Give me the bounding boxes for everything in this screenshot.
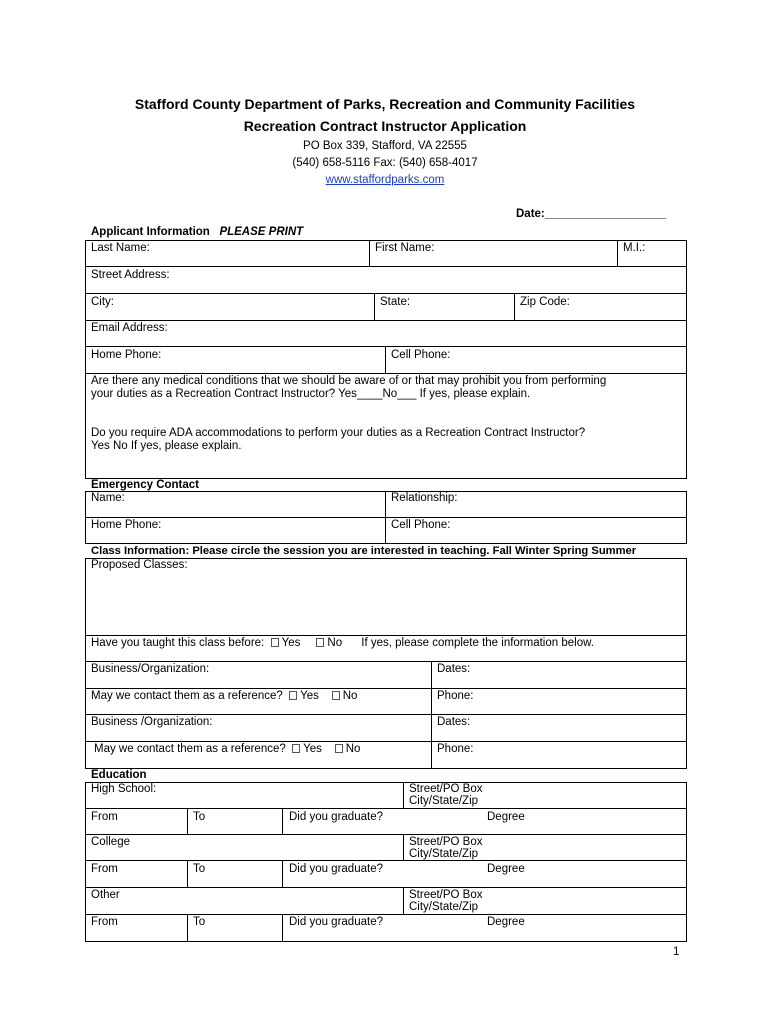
email-field[interactable]: Email Address: xyxy=(91,322,168,334)
college-street-label: Street/PO Box xyxy=(409,836,483,848)
other-street-label: Street/PO Box xyxy=(409,889,483,901)
ada-question-line1: Do you require ADA accommodations to perform your duties as a Recreation Contract Instructor? xyxy=(91,427,586,439)
other-city-label: City/State/Zip xyxy=(409,901,479,913)
other-address[interactable] xyxy=(409,889,483,913)
street-address-field[interactable]: Street Address: xyxy=(91,269,170,281)
row-emergency-name xyxy=(85,491,687,518)
reference1-phone-field[interactable]: Phone: xyxy=(437,690,474,702)
row-phones xyxy=(85,346,687,374)
other-graduate-field[interactable]: Did you graduate? xyxy=(289,916,383,928)
taught-yes-label: Yes xyxy=(281,637,301,649)
emergency-section-title: Emergency Contact xyxy=(91,479,200,491)
education-section-title: Education xyxy=(91,769,147,781)
class-info-heading[interactable]: Class Information: Please circle the session you are interested in teaching. Fall Winter Spring Summer xyxy=(91,545,637,557)
taught-yes-checkbox[interactable] xyxy=(271,638,279,647)
please-print-note: PLEASE PRINT xyxy=(219,226,304,238)
row-college-dates xyxy=(85,860,687,888)
website-link-wrap xyxy=(0,174,770,186)
state-field[interactable]: State: xyxy=(380,296,411,308)
college-degree-field[interactable]: Degree xyxy=(487,863,525,875)
row-high-school xyxy=(85,782,687,809)
taught-before-note: If yes, please complete the information below. xyxy=(361,637,594,649)
row-other xyxy=(85,887,687,915)
taught-no-label: No xyxy=(327,637,343,649)
business1-dates-field[interactable]: Dates: xyxy=(437,663,471,675)
website-link[interactable]: www.staffordparks.com xyxy=(325,174,445,186)
reference2-yes-checkbox[interactable] xyxy=(292,744,300,753)
high-school-graduate-field[interactable]: Did you graduate? xyxy=(289,811,383,823)
page-number: 1 xyxy=(673,946,680,958)
reference2-question xyxy=(94,743,360,755)
high-school-city-label: City/State/Zip xyxy=(409,795,479,807)
middle-initial-field[interactable]: M.I.: xyxy=(623,242,646,254)
reference1-label: May we contact them as a reference? xyxy=(91,690,283,702)
college-graduate-field[interactable]: Did you graduate? xyxy=(289,863,383,875)
emergency-home-phone-field[interactable]: Home Phone: xyxy=(91,519,162,531)
high-school-address[interactable] xyxy=(409,783,483,807)
row-emergency-phones xyxy=(85,517,687,544)
reference2-no-checkbox[interactable] xyxy=(335,744,343,753)
emergency-cell-phone-field[interactable]: Cell Phone: xyxy=(391,519,451,531)
relationship-field[interactable]: Relationship: xyxy=(391,492,458,504)
taught-before-label: Have you taught this class before: xyxy=(91,637,265,649)
reference1-question xyxy=(91,690,357,702)
reference1-no-label: No xyxy=(342,690,358,702)
high-school-degree-field[interactable]: Degree xyxy=(487,811,525,823)
other-degree-field[interactable]: Degree xyxy=(487,916,525,928)
agency-title: Stafford County Department of Parks, Recreation and Community Facilities xyxy=(134,96,636,112)
last-name-field[interactable]: Last Name: xyxy=(91,242,150,254)
emergency-name-field[interactable]: Name: xyxy=(91,492,125,504)
college-address[interactable] xyxy=(409,836,483,860)
applicant-section-title: Applicant Information xyxy=(91,226,210,238)
business1-field[interactable]: Business/Organization: xyxy=(91,663,210,675)
applicant-section-heading xyxy=(91,226,303,238)
college-city-label: City/State/Zip xyxy=(409,848,479,860)
home-phone-field[interactable]: Home Phone: xyxy=(91,349,162,361)
row-high-school-dates xyxy=(85,808,687,835)
taught-no-checkbox[interactable] xyxy=(316,638,324,647)
reference1-no-checkbox[interactable] xyxy=(332,691,340,700)
reference1-yes-checkbox[interactable] xyxy=(289,691,297,700)
high-school-to-field[interactable]: To xyxy=(193,811,206,823)
reference2-label: May we contact them as a reference? xyxy=(94,743,286,755)
reference2-phone-field[interactable]: Phone: xyxy=(437,743,474,755)
cell-phone-field[interactable]: Cell Phone: xyxy=(391,349,451,361)
first-name-field[interactable]: First Name: xyxy=(375,242,435,254)
taught-before-question xyxy=(91,637,594,649)
city-field[interactable]: City: xyxy=(91,296,114,308)
business2-dates-field[interactable]: Dates: xyxy=(437,716,471,728)
row-college xyxy=(85,834,687,861)
high-school-street-label: Street/PO Box xyxy=(409,783,483,795)
other-to-field[interactable]: To xyxy=(193,916,206,928)
row-email xyxy=(85,320,687,347)
medical-question-line1: Are there any medical conditions that we should be aware of or that may prohibit you from performing xyxy=(91,375,607,387)
college-to-field[interactable]: To xyxy=(193,863,206,875)
reference2-no-label: No xyxy=(345,743,361,755)
row-other-dates xyxy=(85,914,687,942)
zip-code-field[interactable]: Zip Code: xyxy=(520,296,570,308)
proposed-classes-field[interactable]: Proposed Classes: xyxy=(91,559,188,571)
high-school-field[interactable]: High School: xyxy=(91,783,157,795)
row-street xyxy=(85,266,687,294)
address: PO Box 339, Stafford, VA 22555 xyxy=(303,140,467,152)
date-field[interactable]: Date:___________________ xyxy=(516,208,667,220)
college-field[interactable]: College xyxy=(91,836,130,848)
reference2-yes-label: Yes xyxy=(303,743,322,755)
college-from-field[interactable]: From xyxy=(91,863,118,875)
reference1-yes-label: Yes xyxy=(300,690,319,702)
ada-question-line2[interactable]: Yes No If yes, please explain. xyxy=(91,440,242,452)
business2-field[interactable]: Business /Organization: xyxy=(91,716,213,728)
other-school-field[interactable]: Other xyxy=(91,889,120,901)
phone-fax: (540) 658-5116 Fax: (540) 658-4017 xyxy=(292,157,478,169)
form-title: Recreation Contract Instructor Application xyxy=(243,118,527,134)
other-from-field[interactable]: From xyxy=(91,916,118,928)
medical-question-line2[interactable]: your duties as a Recreation Contract Instructor? Yes____No___ If yes, please explain. xyxy=(91,388,531,400)
high-school-from-field[interactable]: From xyxy=(91,811,118,823)
